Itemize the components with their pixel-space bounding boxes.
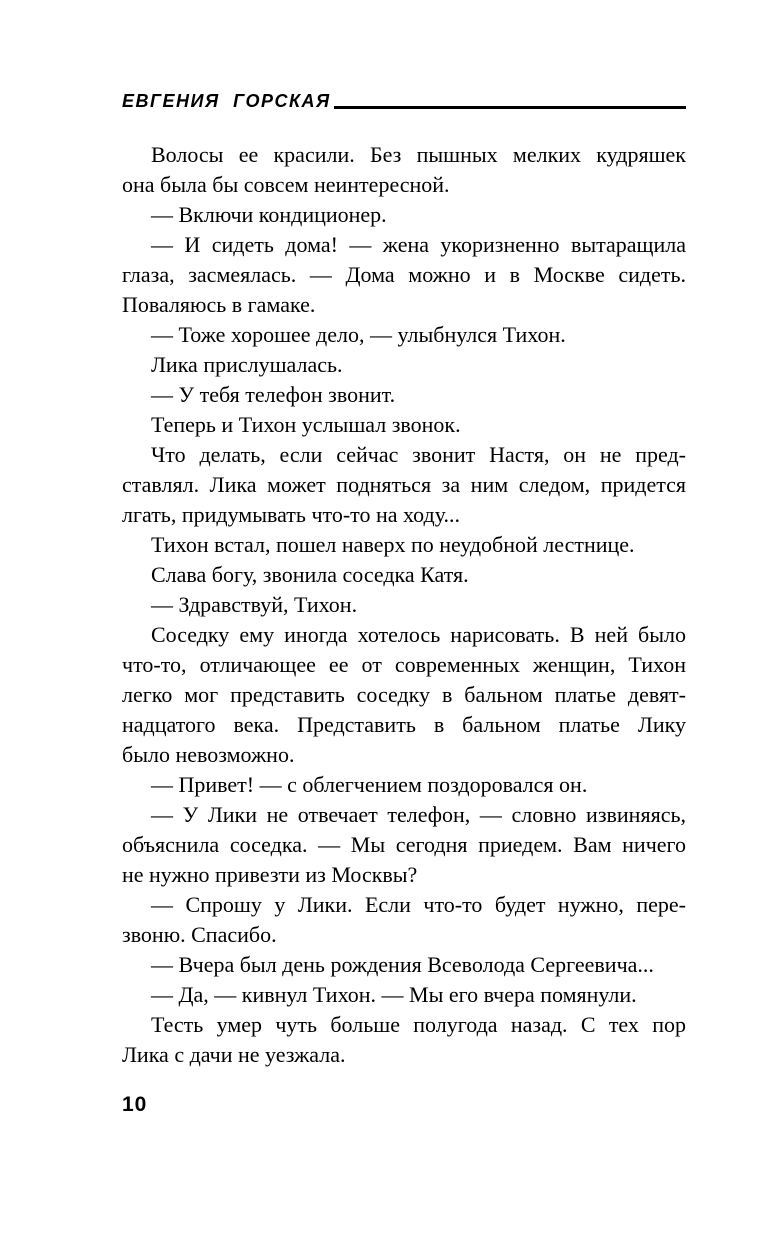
text-line: глаза, засмеялась. — Дома можно и в Москве сидеть. bbox=[122, 262, 686, 287]
text-line: Слава богу, звонила соседка Катя. bbox=[151, 562, 469, 587]
text-line: — И сидеть дома! — жена укоризненно вытаращила bbox=[151, 232, 686, 257]
text-line: Поваляюсь в гамаке. bbox=[122, 292, 316, 317]
header-rule-line bbox=[334, 106, 686, 109]
text-line: — Здравствуй, Тихон. bbox=[151, 592, 358, 617]
text-line: звоню. Спасибо. bbox=[122, 922, 277, 947]
text-line: Тихон встал, пошел наверх по неудобной лестнице. bbox=[151, 532, 635, 557]
text-line: Что делать, если сейчас звонит Настя, он не пред- bbox=[151, 442, 686, 467]
text-line: надцатого века. Представить в бальном платье Лику bbox=[122, 712, 686, 737]
text-line: — У тебя телефон звонит. bbox=[151, 382, 396, 407]
text-line: — Включи кондиционер. bbox=[151, 202, 387, 227]
text-line: — Тоже хорошее дело, — улыбнулся Тихон. bbox=[151, 322, 566, 347]
text-line: лгать, придумывать что-то на ходу... bbox=[122, 502, 461, 527]
text-line: — Вчера был день рождения Всеволода Сергеевича... bbox=[151, 952, 654, 977]
text-line: Лика с дачи не уезжала. bbox=[122, 1042, 346, 1067]
text-line: Соседку ему иногда хотелось нарисовать. В ней было bbox=[151, 622, 686, 647]
text-line: — Спрошу у Лики. Если что-то будет нужно, пере- bbox=[151, 892, 686, 917]
text-line: — Привет! — с облегчением поздоровался он. bbox=[151, 772, 588, 797]
text-line: ставлял. Лика может подняться за ним следом, придется bbox=[122, 472, 686, 497]
text-line: она была бы совсем неинтересной. bbox=[122, 172, 450, 197]
text-line: не нужно привезти из Москвы? bbox=[122, 862, 418, 887]
text-line: Тесть умер чуть больше полугода назад. С тех пор bbox=[151, 1012, 686, 1037]
text-line: Волосы ее красили. Без пышных мелких кудряшек bbox=[151, 142, 686, 167]
text-line: — Да, — кивнул Тихон. — Мы его вчера помянули. bbox=[151, 982, 637, 1007]
text-line: Лика прислушалась. bbox=[151, 352, 343, 377]
text-line: было невозможно. bbox=[122, 742, 295, 767]
text-line: объяснила соседка. — Мы сегодня приедем. Вам ничего bbox=[122, 832, 686, 857]
text-line: легко мог представить соседку в бальном платье девят- bbox=[122, 682, 686, 707]
text-line: — У Лики не отвечает телефон, — словно извиняясь, bbox=[151, 802, 686, 827]
text-line: Теперь и Тихон услышал звонок. bbox=[151, 412, 461, 437]
running-header bbox=[122, 92, 686, 111]
header-author-name: ЕВГЕНИЯ ГОРСКАЯ bbox=[122, 91, 331, 111]
page-number: 10 bbox=[122, 1093, 148, 1116]
text-line: что-то, отличающее ее от современных женщин, Тихон bbox=[122, 652, 686, 677]
body-text bbox=[122, 140, 686, 1070]
